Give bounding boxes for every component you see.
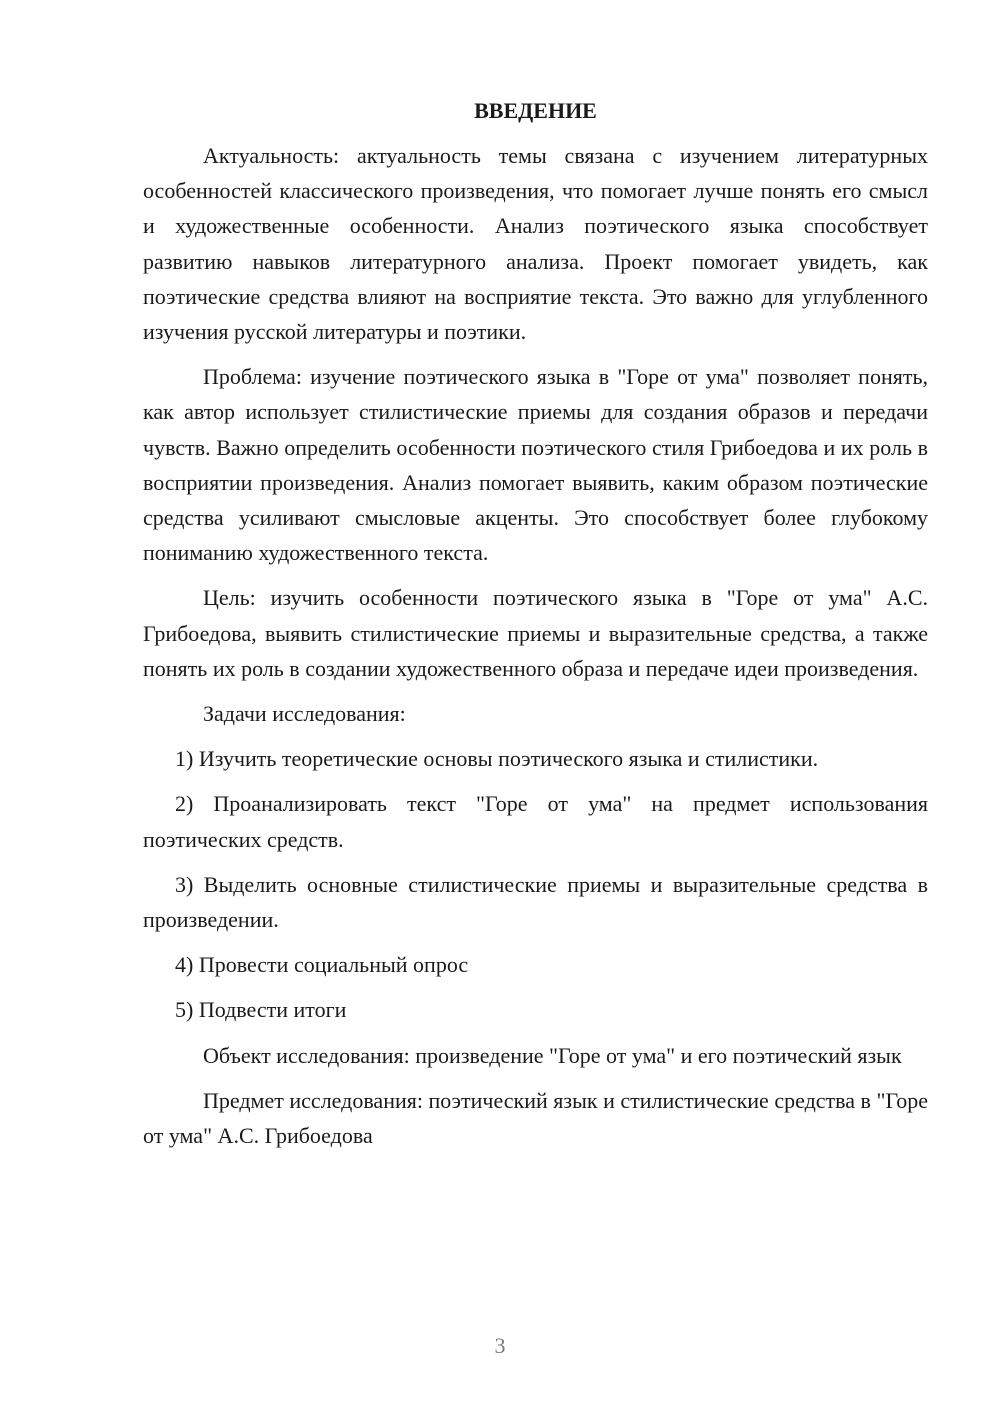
task-item: 1) Изучить теоретические основы поэтического языка и стилистики. [175, 746, 819, 772]
task-item: 5) Подвести итоги [175, 997, 347, 1023]
subject-paragraph: Предмет исследования: поэтический язык и стилистические средства в "Горе от ума" А.С. Грибоедова [143, 1087, 928, 1149]
document-body [143, 96, 928, 1163]
task-item: 3) Выделить основные стилистические приемы и выразительные средства в произведении. [143, 871, 928, 933]
section-heading: ВВЕДЕНИЕ [474, 98, 597, 123]
relevance-paragraph: Актуальность: актуальность темы связана с изучением литературных особенностей классического произведения, что помогает лучше понять его смысл и художественные особенности. Анализ поэтического языка способствует развитию навыков литературного анализа. Проект помогает увидеть, как поэтические средства влияют на восприятие текста. Это важно для углубленного изучения русской литературы и поэтики. [143, 143, 928, 345]
goal-paragraph: Цель: изучить особенности поэтического языка в "Горе от ума" А.С. Грибоедова, выявить стилистические приемы и выразительные средства, а также понять их роль в создании художественного образа и передаче идеи произведения. [143, 585, 928, 681]
task-item: 2) Проанализировать текст "Горе от ума" на предмет использования поэтических средств. [143, 791, 928, 852]
page-number: 3 [494, 1333, 506, 1358]
tasks-heading: Задачи исследования: [203, 701, 406, 727]
task-item: 4) Провести социальный опрос [175, 952, 469, 978]
object-paragraph: Объект исследования: произведение "Горе от ума" и его поэтический язык [203, 1042, 902, 1068]
problem-paragraph: Проблема: изучение поэтического языка в "Горе от ума" позволяет понять, как автор использует стилистические приемы для создания образов и передачи чувств. Важно определить особенности поэтического стиля Грибоедова и их роль в восприятии произведения. Анализ помогает выявить, каким образом поэтические средства усиливают смысловые акценты. Это способствует более глубокому пониманию художественного текста. [143, 364, 928, 566]
